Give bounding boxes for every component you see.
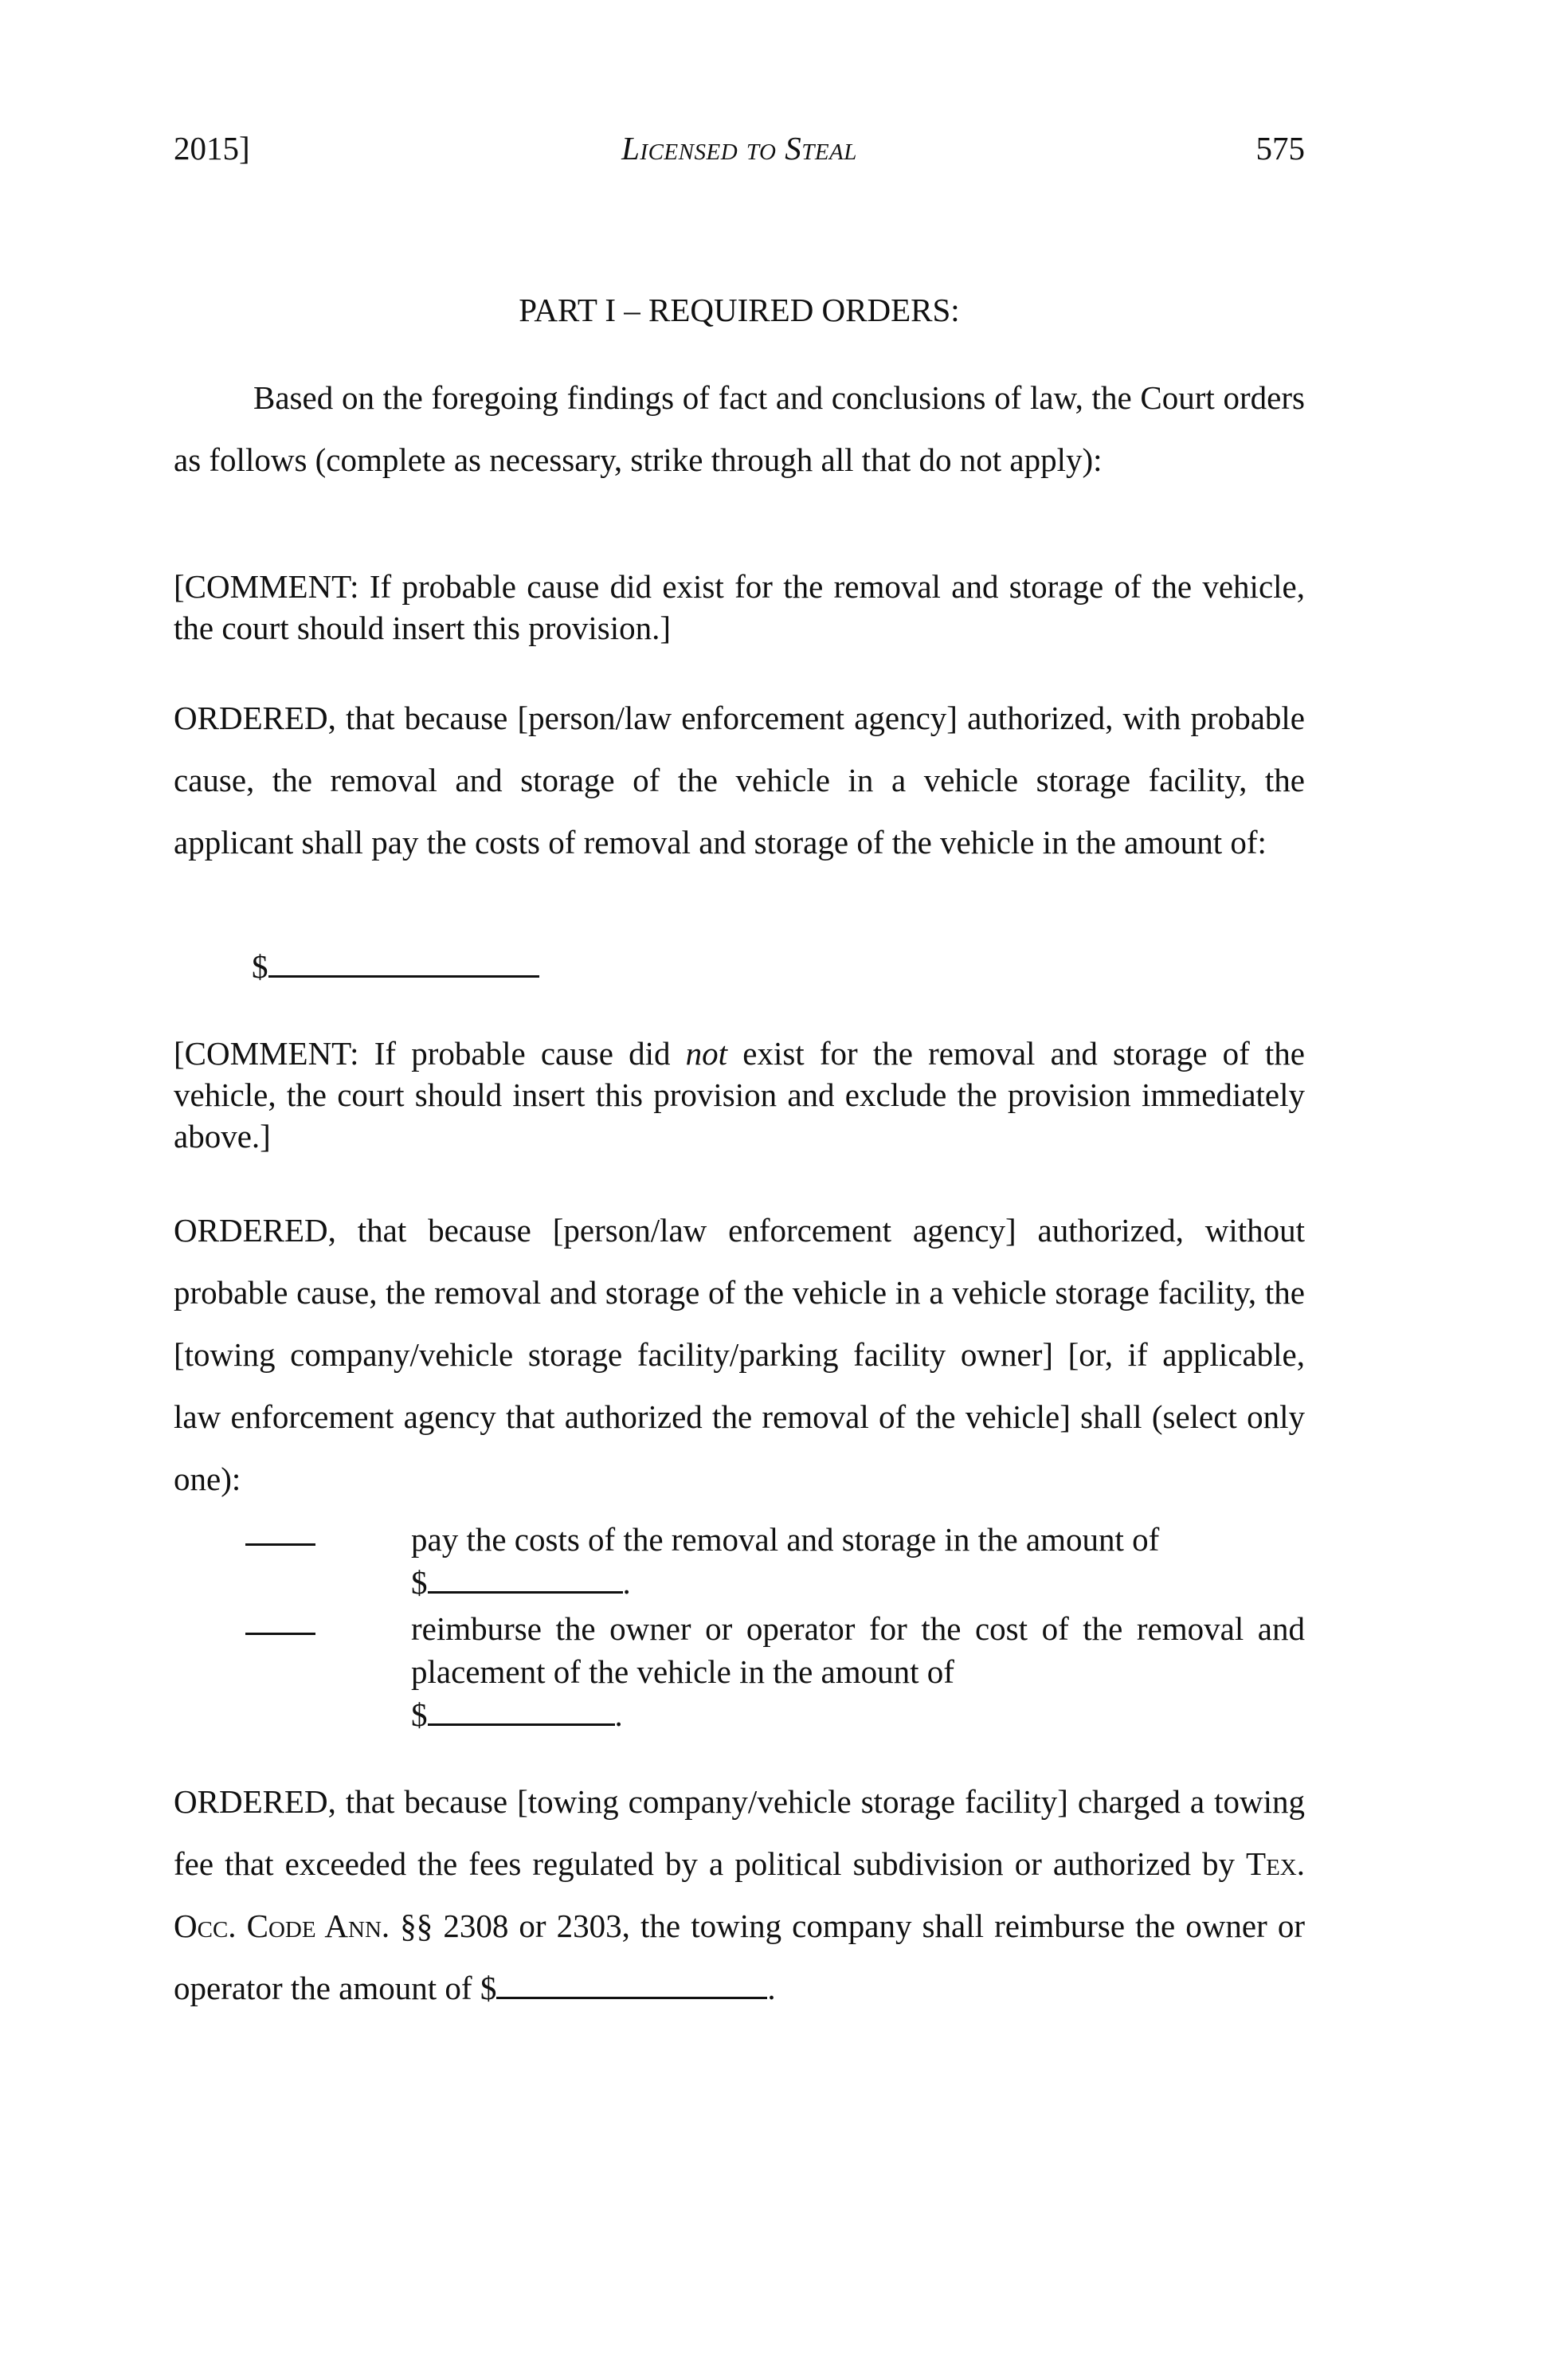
part-title: PART I – REQUIRED ORDERS: [519,292,960,328]
comment-2-after: exist for the removal and storage of the vehicle, the court should insert this provision and exclude the provision immediately above.] [174,1035,1305,1155]
order-with-probable-cause: ORDERED, that because [person/law enforcement agency] authorized, with probable cause, the removal and storage of the vehicle in a vehicle storage facility, the applicant shall pay the costs of removal and storage of the vehicle in the amount of: [174,700,1305,861]
selection-blank-1 [245,1543,315,1546]
intro-paragraph: Based on the foregoing findings of fact and conclusions of law, the Court orders as follows (complete as necessary, strike through all that do not apply): [174,379,1305,478]
option-2-dollar: $ [411,1696,428,1733]
statute-citation: Tex. Occ. Code Ann. [174,1845,1305,1944]
selection-blank-2 [245,1633,315,1635]
running-header [174,129,1305,177]
option-1-amount-blank [428,1562,623,1594]
order-3-end: . [767,1970,776,2006]
order-excess-fee [174,1770,1305,2019]
order-3-dollar: $ [480,1970,497,2006]
comment-2-emphasis: not [685,1035,728,1072]
option-2-amount-blank [428,1695,615,1726]
comment-no-probable-cause [174,1033,1305,1157]
order-3-before: ORDERED, that because [towing company/vehicle storage facility] charged a towing fee that exceeded the fees regulated by a political subdivision or authorized by [174,1783,1305,1882]
dollar-sign: $ [252,948,268,985]
option-1-end: . [622,1564,631,1601]
comment-probable-cause: [COMMENT: If probable cause did exist for the removal and storage of the vehicle, the court should insert this provision.] [174,568,1305,646]
order-3-amount-blank [496,1968,767,1999]
amount-field-1 [252,947,539,986]
order-without-probable-cause: ORDERED, that because [person/law enforcement agency] authorized, without probable cause, the removal and storage of the vehicle in a vehicle storage facility, the [towing company/vehicle storage facility/parking facility owner] [or, if applicable, law enforcement agency that authorized the removal of the vehicle] shall (select only one): [174,1212,1305,1497]
option-2-text: reimburse the owner or operator for the cost of the removal and placement of the vehicle in the amount of [411,1610,1305,1690]
amount-blank-1 [268,947,539,978]
option-2-end: . [614,1696,623,1733]
comment-2-before: [COMMENT: If probable cause did [174,1035,686,1072]
running-title: Licensed to Steal [621,130,857,167]
page-number: 575 [1255,130,1305,167]
order-3-after: §§ 2308 or 2303, the towing company shall reimburse the owner or operator the amount of [174,1908,1305,2006]
option-1-dollar: $ [411,1564,428,1601]
volume-year: 2015] [174,130,250,167]
option-1-text: pay the costs of the removal and storage in the amount of [411,1521,1160,1558]
